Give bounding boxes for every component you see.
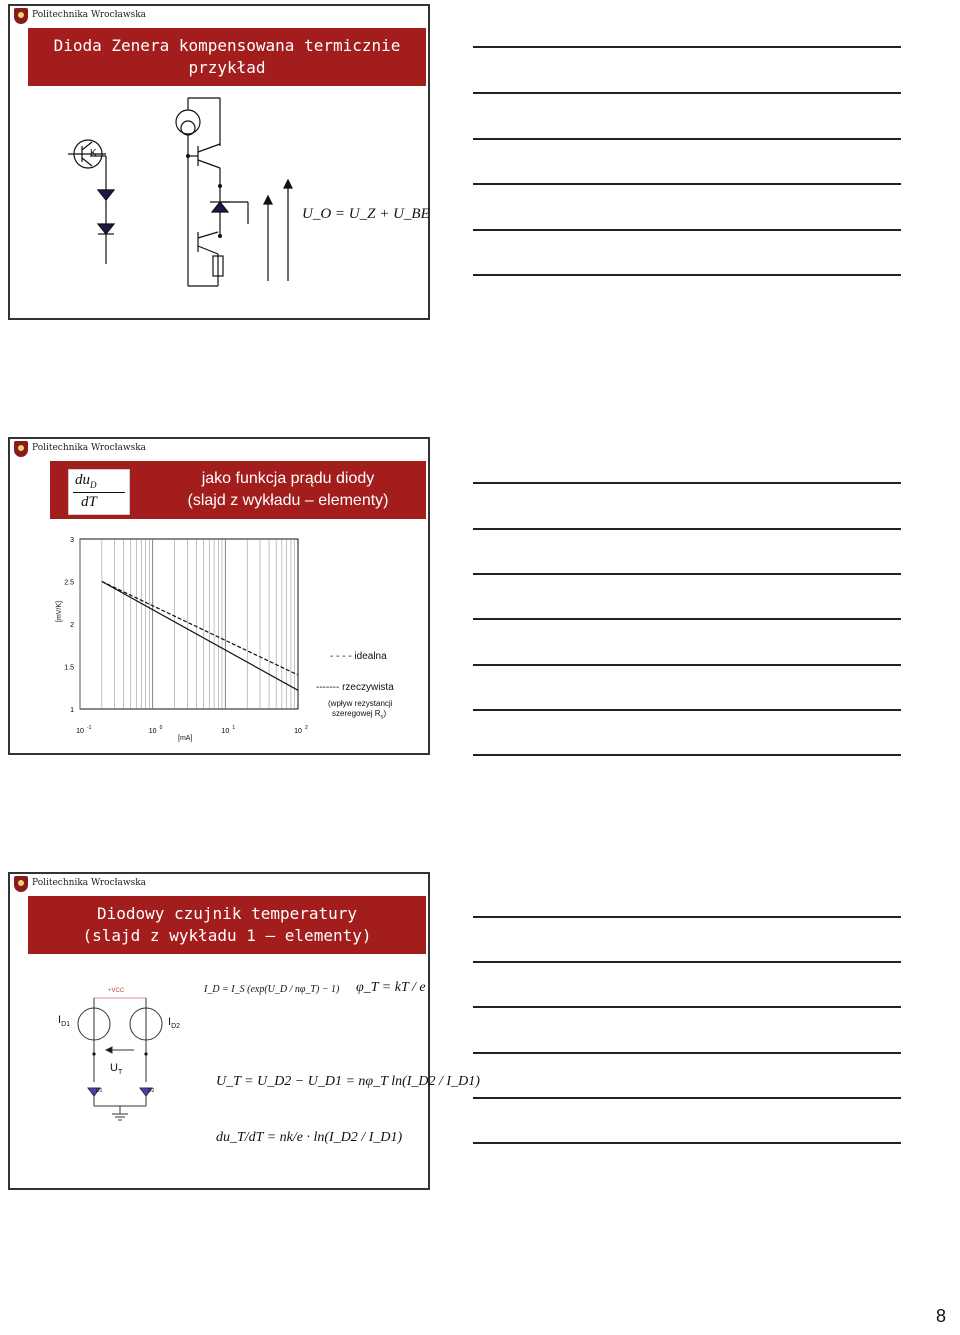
equation-dut: du_T/dT = nk/e · ln(I_D2 / I_D1) [216, 1130, 403, 1145]
x-tick-label: 10 [76, 728, 84, 735]
x-tick-exponent: -1 [87, 725, 92, 731]
ut-text: U [110, 1062, 118, 1074]
id1-label [58, 1014, 70, 1028]
slide-title-line1: Diodowy czujnik temperatury [96, 904, 358, 923]
zener-compensation-circuit [10, 6, 430, 318]
zener-diode-icon [212, 202, 228, 212]
x-tick-exponent: 0 [159, 725, 163, 731]
derivative-num-sub: D [90, 480, 97, 490]
slide-2 [8, 437, 430, 755]
legend-real: ------- rzeczywista [316, 682, 394, 693]
x-tick-label: 10 [148, 728, 157, 735]
d1-label: D1 [96, 1088, 103, 1094]
diode-icon [98, 224, 114, 234]
x-unit: [mA] [178, 735, 193, 742]
slide-3 [8, 872, 480, 1190]
slide-1 [8, 4, 430, 320]
id2-label [168, 1016, 180, 1030]
university-name: Politechnika Wrocławska [32, 10, 147, 20]
university-name: Politechnika Wrocławska [32, 878, 147, 888]
formula-uo [302, 206, 430, 223]
x-tick-label: 10 [221, 728, 230, 735]
id1-sub: D1 [61, 1021, 71, 1029]
ut-sub: T [117, 1069, 123, 1077]
y-tick-label: 2 [70, 622, 74, 629]
y-tick-label: 2.5 [64, 579, 74, 587]
equation-diode: I_D = I_S (exp(U_D / nφ_T) − 1) [204, 984, 340, 995]
y-tick-label: 1.5 [64, 664, 74, 672]
transistor-label: K [90, 148, 97, 159]
y-tick-label: 1 [70, 707, 74, 714]
current-source-icon [176, 110, 200, 134]
page-number: 8 [935, 1306, 946, 1326]
diode-icon [98, 190, 114, 200]
slide-title-line1: jako funkcja prądu diody [201, 470, 375, 487]
x-tick-label: 10 [294, 728, 302, 735]
plot-frame [80, 539, 298, 709]
legend-note2 [332, 709, 386, 721]
legend-note2-end: ) [383, 709, 387, 718]
derivative-den: dT [81, 494, 97, 510]
derivative-num-text: du [75, 472, 90, 488]
legend-ideal: - - - - idealna [330, 651, 387, 662]
id2-text: I [168, 1016, 172, 1028]
series-line-rzeczywista [102, 582, 298, 691]
slide-title-line2: (slajd z wykładu 1 – elementy) [82, 926, 372, 945]
slide-title-line2: przykład [188, 58, 266, 77]
vcc-label: +VCC [108, 988, 125, 994]
series-line-idealna [102, 582, 298, 676]
ut-label [110, 1062, 122, 1076]
equation-ut: U_T = U_D2 − U_D1 = nφ_T ln(I_D2 / I_D1) [216, 1074, 480, 1089]
slide-title-line2: (slajd z wykładu – elementy) [187, 492, 389, 509]
university-name: Politechnika Wrocławska [32, 443, 147, 453]
legend-note1: (wpływ rezystancji [328, 699, 393, 708]
x-tick-exponent: 2 [305, 725, 308, 731]
id2-sub: D2 [171, 1023, 181, 1031]
id1-text: I [58, 1014, 62, 1026]
legend-note2-sub: s [380, 714, 384, 721]
slide-title-line1: Dioda Zenera kompensowana termicznie [53, 36, 401, 55]
formula-text: U_O = U_Z + U_BE [302, 206, 430, 222]
equation-phi: φ_T = kT / e [356, 980, 426, 995]
d2-label: D2 [148, 1088, 155, 1094]
legend-note2-text: szeregowej R [332, 709, 381, 718]
y-tick-label: 3 [70, 537, 74, 544]
y-unit: [mV/K] [56, 600, 63, 622]
x-tick-exponent: 1 [232, 725, 236, 731]
